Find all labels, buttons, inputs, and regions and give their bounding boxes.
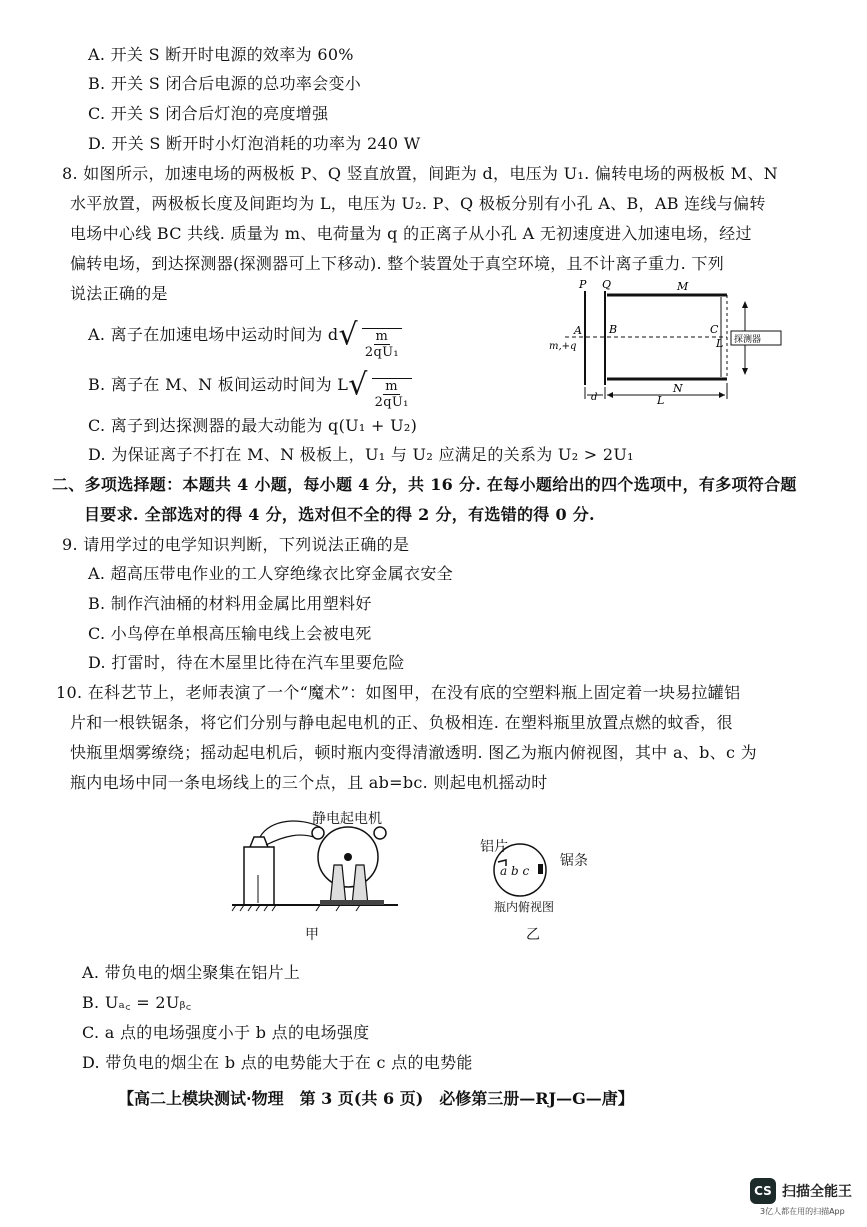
q8-option-b-fraction [372,378,412,410]
q8-option-b-text: B. 离子在 M、N 板间运动时间为 L [88,375,349,394]
q10-option-a: A. 带负电的烟尘聚集在铝片上 [82,963,301,982]
section-2-heading-line1: 二、多项选择题：本题共 4 小题，每小题 4 分，共 16 分. 在每小题给出的四个选项中，有多项符合题 [52,475,797,494]
sqrt-symbol: √ [348,367,368,403]
q8-option-d: D. 为保证离子不打在 M、N 极板上，U₁ 与 U₂ 应满足的关系为 U₂ > 2U₁ [88,445,634,464]
label-m: M [677,280,689,293]
sqrt-symbol: √ [338,317,358,353]
plastic-bottle [244,847,274,905]
q8-stem-line5: 说法正确的是 [70,284,168,303]
label-b: B [609,323,618,336]
cs-logo-icon: CS [750,1178,776,1204]
q10-option-b: B. Uₐ꜀ = 2Uᵦ꜀ [82,993,192,1012]
wire-negative [266,835,314,845]
label-q: Q [602,278,612,291]
page-footer: 【高二上模块测试·物理 第 3 页(共 6 页) 必修第三册—RJ—G—唐】 [118,1089,634,1108]
label-detector: 探测器 [734,335,762,345]
q7-option-a: A. 开关 S 断开时电源的效率为 60% [88,45,354,64]
scanner-watermark [750,1178,852,1204]
fraction-numerator: m [385,379,398,394]
q8-stem-line4: 偏转电场，到达探测器(探测器可上下移动). 整个装置处于真空环境，且不计离子重力. 下列 [70,254,725,273]
label-d: d [591,392,598,403]
label-saw: 锯条 [560,853,588,869]
arrow-down-icon [742,368,748,375]
label-jia: 甲 [305,927,319,943]
q10-stem-line3: 快瓶里烟雾缭绕；摇动起电机后，顿时瓶内变得清澈透明. 图乙为瓶内俯视图，其中 a、b、c 为 [70,743,757,762]
saw-mark [538,864,543,874]
generator-base [320,900,384,905]
label-l-side: L [716,337,724,350]
fraction-denominator: 2qU₁ [364,345,399,360]
fraction-numerator: m [375,329,389,344]
q10-option-d: D. 带负电的烟尘在 b 点的电势能大于在 c 点的电势能 [82,1053,473,1072]
q8-option-a [88,318,402,360]
q9-stem: 9. 请用学过的电学知识判断，下列说法正确的是 [62,535,410,554]
q7-option-b: B. 开关 S 闭合后电源的总功率会变小 [88,74,362,93]
q9-option-d: D. 打雷时，待在木屋里比待在汽车里要危险 [88,653,405,672]
arrow-up-icon [742,301,748,308]
watermark-subtitle: 3亿人都在用的扫描App [760,1207,845,1216]
q8-apparatus-diagram [545,275,790,405]
q8-option-a-text: A. 离子在加速电场中运动时间为 d [88,325,339,344]
q10-option-c: C. a 点的电场强度小于 b 点的电场强度 [82,1023,370,1042]
q8-option-b [88,368,412,410]
q10-stem-line2: 片和一根铁锯条，将它们分别与静电起电机的正、负极相连. 在塑料瓶里放置点燃的蚊香，很 [70,713,733,732]
fraction-denominator: 2qU₁ [374,395,409,410]
q8-stem-line3: 电场中心线 BC 共线. 质量为 m、电荷量为 q 的正离子从小孔 A 无初速度进入加速电场，经过 [70,224,752,243]
label-p: P [579,278,587,291]
label-yi: 乙 [526,927,540,943]
label-n: N [673,382,683,395]
section-2-heading-line2: 目要求. 全部选对的得 4 分，选对但不全的得 2 分，有选错的得 0 分. [84,505,595,524]
q7-option-c: C. 开关 S 闭合后灯泡的亮度增强 [88,104,329,123]
q9-option-b: B. 制作汽油桶的材料用金属比用塑料好 [88,594,372,613]
watermark-name: 扫描全能王 [782,1184,852,1200]
wire-positive [260,821,320,837]
label-abc: a b c [500,864,530,878]
label-a: A [574,324,582,337]
q10-stem-line4: 瓶内电场中同一条电场线上的三个点，且 ab=bc. 则起电机摇动时 [70,773,548,792]
q8-stem-line2: 水平放置，两极板长度及间距均为 L，电压为 U₂. P、Q 极板分别有小孔 A、B，AB 连线与偏转 [70,194,766,213]
label-generator: 静电起电机 [312,811,382,827]
label-mq: m,+q [549,341,577,352]
q10-stem-line1: 10. 在科艺节上，老师表演了一个“魔术”：如图甲，在没有底的空塑料瓶上固定着一块易拉罐铝 [56,683,741,702]
q8-stem-line1: 8. 如图所示，加速电场的两极板 P、Q 竖直放置，间距为 d，电压为 U₁. 偏转电场的两极板 M、N [62,164,778,183]
label-l-bottom: L [657,394,665,405]
q7-option-d: D. 开关 S 断开时小灯泡消耗的功率为 240 W [88,134,421,153]
label-c: C [710,323,719,336]
q8-option-a-fraction [362,328,402,360]
q9-option-c: C. 小鸟停在单根高压输电线上会被电死 [88,624,372,643]
q9-option-a: A. 超高压带电作业的工人穿绝缘衣比穿金属衣安全 [88,564,453,583]
label-top-view: 瓶内俯视图 [494,900,555,914]
label-foil: 铝片 [480,839,508,855]
q8-option-c: C. 离子到达探测器的最大动能为 q(U₁ + U₂) [88,416,418,435]
